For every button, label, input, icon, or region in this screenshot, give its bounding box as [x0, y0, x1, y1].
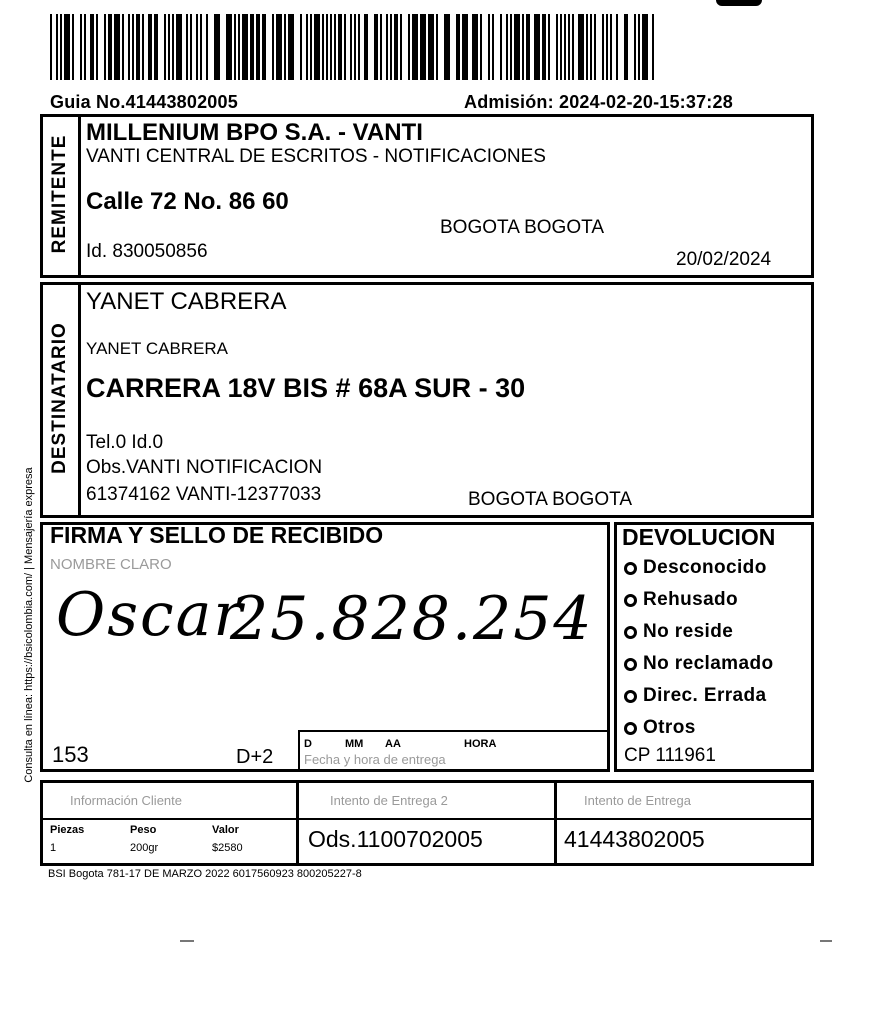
barcode-bar — [214, 14, 220, 80]
recipient-observations: Obs.VANTI NOTIFICACION — [86, 457, 323, 478]
barcode-bar — [408, 14, 410, 80]
barcode-bar — [96, 14, 98, 80]
barcode-bar — [322, 14, 324, 80]
legal-footer: BSI Bogota 781-17 DE MARZO 2022 6017560923 800205227-8 — [48, 868, 362, 880]
barcode-bar — [288, 14, 294, 80]
barcode-bar — [186, 14, 188, 80]
pieces-label: Piezas — [50, 824, 85, 836]
barcode-bar — [380, 14, 382, 80]
barcode-bar — [548, 14, 550, 80]
barcode-bar — [300, 14, 302, 80]
footer-faint-label-1: Información Cliente — [70, 793, 182, 808]
barcode-bar — [310, 14, 312, 80]
barcode-bar — [572, 14, 574, 80]
barcode-bar — [602, 14, 604, 80]
signature-id: 25.828.254 — [230, 584, 594, 654]
barcode-bar — [272, 14, 274, 80]
barcode-bar — [590, 14, 592, 80]
receipt-code: 153 — [52, 742, 89, 767]
barcode-bar — [200, 14, 202, 80]
barcode-bar — [64, 14, 70, 80]
barcode-bar — [334, 14, 336, 80]
radio-icon — [624, 626, 637, 639]
sender-id: Id. 830050856 — [86, 241, 208, 262]
receipt-name-label: NOMBRE CLARO — [50, 556, 172, 573]
receipt-title: FIRMA Y SELLO DE RECIBIDO — [50, 522, 384, 548]
recipient-city: BOGOTA BOGOTA — [468, 489, 632, 510]
barcode-bar — [56, 14, 58, 80]
radio-icon — [624, 690, 637, 703]
barcode-bar — [60, 14, 62, 80]
barcode-bar — [234, 14, 236, 80]
scan-mark-dash — [180, 940, 194, 942]
barcode-bar — [472, 14, 478, 80]
barcode-bar — [526, 14, 530, 80]
sender-company: MILLENIUM BPO S.A. - VANTI — [86, 119, 423, 146]
barcode-bar — [624, 14, 628, 80]
guide-number: Guia No.41443802005 — [50, 92, 238, 112]
postal-code: CP 111961 — [624, 745, 716, 766]
barcode-bar — [84, 14, 86, 80]
barcode-bar — [606, 14, 608, 80]
barcode-bar — [330, 14, 332, 80]
footer-faint-label-2: Intento de Entrega 2 — [330, 793, 448, 808]
barcode-bar — [560, 14, 562, 80]
barcode-bar — [104, 14, 106, 80]
barcode-bar — [238, 14, 240, 80]
barcode-bar — [568, 14, 570, 80]
barcode-bar — [386, 14, 388, 80]
weight-label: Peso — [130, 824, 157, 836]
barcode-bar — [354, 14, 356, 80]
barcode-bar — [190, 14, 192, 80]
barcode-bar — [344, 14, 346, 80]
barcode-bar — [136, 14, 140, 80]
barcode-bar — [306, 14, 308, 80]
return-title: DEVOLUCION — [622, 524, 776, 550]
sender-city: BOGOTA BOGOTA — [440, 217, 604, 238]
footer-col-divider-2 — [554, 780, 557, 866]
barcode-bar — [428, 14, 434, 80]
recipient-address: CARRERA 18V BIS # 68A SUR - 30 — [86, 373, 526, 403]
barcode-bar — [326, 14, 328, 80]
barcode-bar — [276, 14, 282, 80]
scan-mark-dash — [820, 940, 832, 942]
signature-name: Oscar — [56, 580, 245, 650]
barcode-bar — [542, 14, 546, 80]
pieces-value: 1 — [50, 842, 57, 854]
barcode-bar — [412, 14, 418, 80]
barcode-bar — [638, 14, 640, 80]
barcode-bar — [90, 14, 94, 80]
barcode-bar — [250, 14, 254, 80]
barcode-bar — [364, 14, 368, 80]
barcode-bar — [642, 14, 648, 80]
sender-department: VANTI CENTRAL DE ESCRITOS - NOTIFICACIONES — [86, 146, 546, 167]
barcode-bar — [226, 14, 232, 80]
recipient-divider — [78, 282, 81, 518]
recipient-label: DESTINATARIO — [49, 322, 70, 474]
barcode-bar — [510, 14, 512, 80]
barcode-bar — [72, 14, 74, 80]
barcode-bar — [564, 14, 566, 80]
barcode-bar — [634, 14, 636, 80]
scan-mark — [716, 0, 762, 6]
barcode-bar — [480, 14, 482, 80]
return-option-no-reside[interactable]: No reside — [624, 621, 733, 643]
return-option-direc-errada[interactable]: Direc. Errada — [624, 685, 767, 707]
delivery-days: D+2 — [236, 746, 274, 768]
barcode-bar — [256, 14, 260, 80]
barcode-bar — [80, 14, 82, 80]
barcode-bar — [390, 14, 392, 80]
barcode-bar — [594, 14, 596, 80]
sender-date: 20/02/2024 — [676, 249, 772, 270]
barcode-bar — [492, 14, 494, 80]
barcode-bar — [176, 14, 182, 80]
footer-col-divider-1 — [296, 780, 299, 866]
admission-date: Admisión: 2024-02-20-15:37:28 — [464, 92, 733, 112]
barcode-bar — [586, 14, 588, 80]
barcode-bar — [284, 14, 286, 80]
barcode-bar — [262, 14, 266, 80]
order-number: Ods.1100702005 — [308, 826, 483, 852]
barcode-bar — [350, 14, 352, 80]
sender-address: Calle 72 No. 86 60 — [86, 188, 289, 215]
barcode-bar — [242, 14, 248, 80]
barcode-bar — [338, 14, 342, 80]
footer-row-divider — [40, 818, 814, 820]
barcode-bar — [172, 14, 174, 80]
barcode-bar — [436, 14, 438, 80]
date-label-month: MM — [345, 738, 364, 750]
barcode-bar — [444, 14, 450, 80]
barcode-bar — [148, 14, 152, 80]
barcode-bar — [132, 14, 134, 80]
barcode-bar — [400, 14, 402, 80]
barcode-bar — [358, 14, 360, 80]
date-label-day: D — [304, 738, 312, 750]
barcode-bar — [108, 14, 112, 80]
barcode-bar — [556, 14, 558, 80]
barcode-bar — [164, 14, 166, 80]
return-option-desconocido[interactable]: Desconocido — [624, 557, 767, 579]
barcode-bar — [462, 14, 468, 80]
recipient-contact: YANET CABRERA — [86, 339, 229, 358]
radio-icon — [624, 658, 637, 671]
date-label-hour: HORA — [464, 738, 497, 750]
barcode-bar — [578, 14, 584, 80]
date-label-year: AA — [385, 738, 401, 750]
value-label: Valor — [212, 824, 239, 836]
barcode-bar — [196, 14, 198, 80]
barcode-bar — [114, 14, 120, 80]
value-value: $2580 — [212, 842, 243, 854]
barcode-bar — [534, 14, 540, 80]
footer-faint-label-3: Intento de Entrega — [584, 793, 691, 808]
recipient-phone-id: Tel.0 Id.0 — [86, 432, 164, 453]
barcode-bar — [394, 14, 398, 80]
tracking-number: 41443802005 — [564, 826, 705, 852]
recipient-name: YANET CABRERA — [86, 288, 287, 315]
sender-divider — [78, 114, 81, 278]
radio-icon — [624, 562, 637, 575]
date-caption: Fecha y hora de entrega — [304, 752, 446, 767]
return-option-no-reclamado[interactable]: No reclamado — [624, 653, 773, 675]
side-consult-text: Consulta en línea: https://bsicolombia.com/ | Mensajería expresa — [23, 467, 35, 783]
radio-icon — [624, 722, 637, 735]
barcode-bar — [488, 14, 490, 80]
barcode-bar — [122, 14, 124, 80]
barcode-bar — [506, 14, 508, 80]
barcode-bar — [522, 14, 524, 80]
barcode-bar — [420, 14, 426, 80]
barcode-bar — [314, 14, 320, 80]
barcode-bar — [616, 14, 618, 80]
sender-label: REMITENTE — [49, 134, 70, 254]
recipient-reference: 61374162 VANTI-12377033 — [86, 484, 322, 505]
barcode-bar — [652, 14, 654, 80]
barcode-bar — [142, 14, 144, 80]
barcode-bar — [50, 14, 52, 80]
weight-value: 200gr — [130, 842, 159, 854]
barcode-bar — [128, 14, 130, 80]
barcode-bar — [154, 14, 158, 80]
return-option-otros[interactable]: Otros — [624, 717, 696, 739]
barcode-bar — [168, 14, 170, 80]
barcode-bar — [374, 14, 378, 80]
barcode — [50, 14, 656, 80]
barcode-bar — [514, 14, 520, 80]
barcode-bar — [456, 14, 460, 80]
barcode-bar — [206, 14, 208, 80]
radio-icon — [624, 594, 637, 607]
barcode-bar — [500, 14, 502, 80]
barcode-bar — [610, 14, 612, 80]
return-option-rehusado[interactable]: Rehusado — [624, 589, 738, 611]
